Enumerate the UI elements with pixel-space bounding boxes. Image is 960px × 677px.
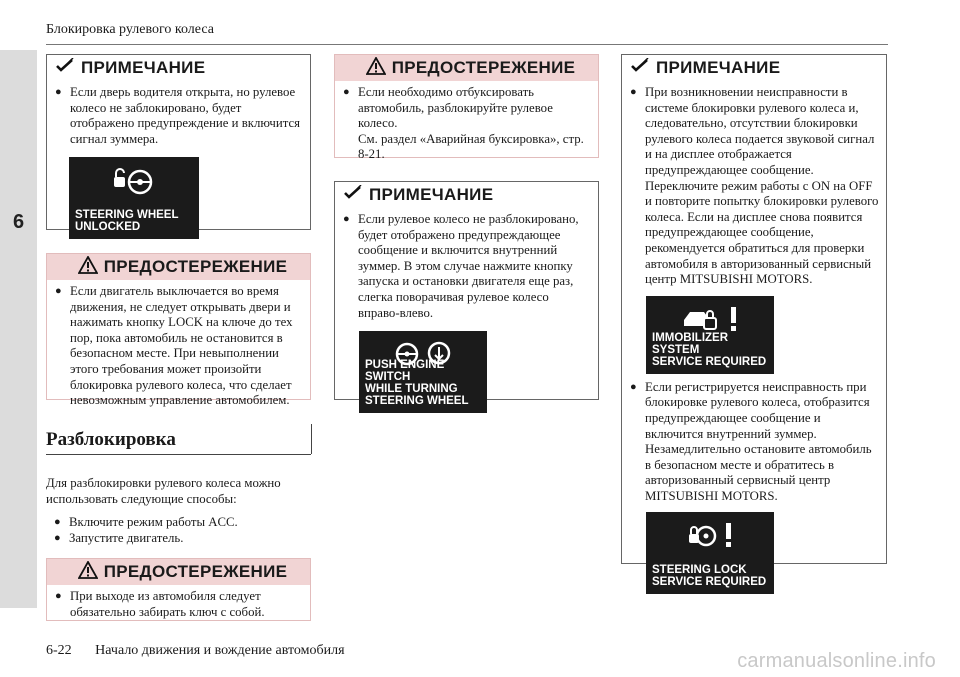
watermark: carmanualsonline.info [737, 650, 936, 672]
note-heading: ПРИМЕЧАНИЕ [335, 182, 598, 208]
display-immobilizer-service [646, 296, 774, 374]
section-list [54, 515, 311, 546]
pencil-icon [343, 185, 363, 206]
pencil-icon [630, 58, 650, 79]
warning-box-engine-off [46, 253, 311, 408]
display-line: PUSH ENGINE SWITCH [365, 359, 445, 384]
section-intro: Для разблокировки рулевого колеса можно использовать следующие способы: [46, 476, 281, 506]
note-text: ● Если дверь водителя открыта, но рулевое колесо не заблокировано, будет отображено предупреждение и включится сигнал зуммера. [55, 85, 304, 147]
page-header-title: Блокировка рулевого колеса [46, 22, 214, 37]
display-steering-unlocked [69, 157, 199, 239]
pencil-icon [55, 58, 75, 79]
section-heading-frame [46, 424, 312, 454]
display-steering-lock-service [646, 512, 774, 594]
exclamation-icon [725, 522, 733, 551]
steering-unlock-icon [112, 167, 156, 195]
display-line: STEERING WHEEL [365, 395, 469, 408]
list-item: ● Включите режим работы ACC. [54, 515, 311, 531]
car-lock-icon [682, 306, 722, 335]
chapter-tab-strip [0, 50, 37, 608]
chapter-tab-number: 6 [12, 211, 25, 233]
note-text: ● Если рулевое колесо не разблокировано, будет отображено предупреждающее сообщение и включится внутренний зуммер. В этом случае нажмите кнопку запуска и остановки двигателя еще раз, слегка поворачивая рулевое колесо вправо-влево. [343, 212, 592, 321]
warning-text: ● Если необходимо отбуксировать автомобиль, разблокируйте рулевое колесо. [343, 85, 592, 132]
steering-lock-icon [687, 522, 717, 551]
note-text: ● При возникновении неисправности в системе блокировки рулевого колеса и, следовательно, отсутствии блокировки рулевого колеса подается звуковой сигнал и на дисплее отображается предупреждающее сообщение. [630, 85, 880, 179]
note-text-continued: Переключите режим работы с ON на OFF и повторите попытку блокировки рулевого колеса. Если на дисплее снова появится предупреждающее сообщение, рекомендуется обратиться для проверки автомобиля в авторизованный сервисный центр MITSUBISHI MOTORS. [645, 178, 879, 287]
note-heading: ПРИМЕЧАНИЕ [47, 55, 310, 81]
section-title: Разблокировка [46, 429, 176, 450]
warning-reference: См. раздел «Аварийная буксировка», стр. 8-21. [358, 131, 584, 162]
display-line: STEERING LOCK [652, 564, 747, 577]
note-text: ● Если регистрируется неисправность при блокировке рулевого колеса, отобразится предупреждающее сообщение и включится внутренний зуммер. Незамедлительно остановите автомобиль в безопасном месте и обратитесь в авторизованный сервисный центр MITSUBISHI MOTORS. [630, 380, 880, 505]
list-item: ● Запустите двигатель. [54, 531, 311, 547]
note-box-malfunction [621, 54, 887, 589]
display-push-engine-switch [359, 331, 487, 413]
display-line: SERVICE REQUIRED [652, 355, 767, 368]
warning-heading: ПРЕДОСТЕРЕЖЕНИЕ [47, 559, 310, 585]
warning-triangle-icon [366, 57, 386, 80]
warning-heading: ПРЕДОСТЕРЕЖЕНИЕ [47, 254, 310, 280]
display-line: UNLOCKED [75, 221, 141, 234]
page-number: 6-22 [46, 643, 72, 658]
display-line: IMMOBILIZER SYSTEM [652, 331, 729, 356]
display-line: STEERING WHEEL [75, 209, 179, 222]
warning-box-take-key [46, 558, 311, 621]
note-box-door-open [46, 54, 311, 234]
warning-text: ● Если двигатель выключается во время движения, не следует открывать двери и нажимать кнопку LOCK на ключе до тех пор, пока автомобиль не остановится в безопасном месте. При невыполнении этого требования может произойти блокировка рулевого колеса, что сделает невозможным управление автомобилем. [55, 284, 304, 409]
display-line: WHILE TURNING [365, 383, 458, 396]
header-rule [46, 44, 888, 45]
warning-triangle-icon [78, 561, 98, 584]
note-box-not-unlocked [334, 181, 599, 408]
exclamation-icon [730, 306, 738, 335]
page-footer [46, 643, 365, 659]
chapter-title: Начало движения и вождение автомобиля [95, 643, 345, 658]
note-heading: ПРИМЕЧАНИЕ [622, 55, 886, 81]
warning-box-towing [334, 54, 599, 162]
warning-heading: ПРЕДОСТЕРЕЖЕНИЕ [335, 55, 598, 81]
warning-text: ● При выходе из автомобиля следует обязательно забирать ключ с собой. [55, 589, 304, 620]
display-line: SERVICE REQUIRED [652, 576, 767, 589]
section-rule [46, 454, 311, 455]
warning-triangle-icon [78, 256, 98, 279]
